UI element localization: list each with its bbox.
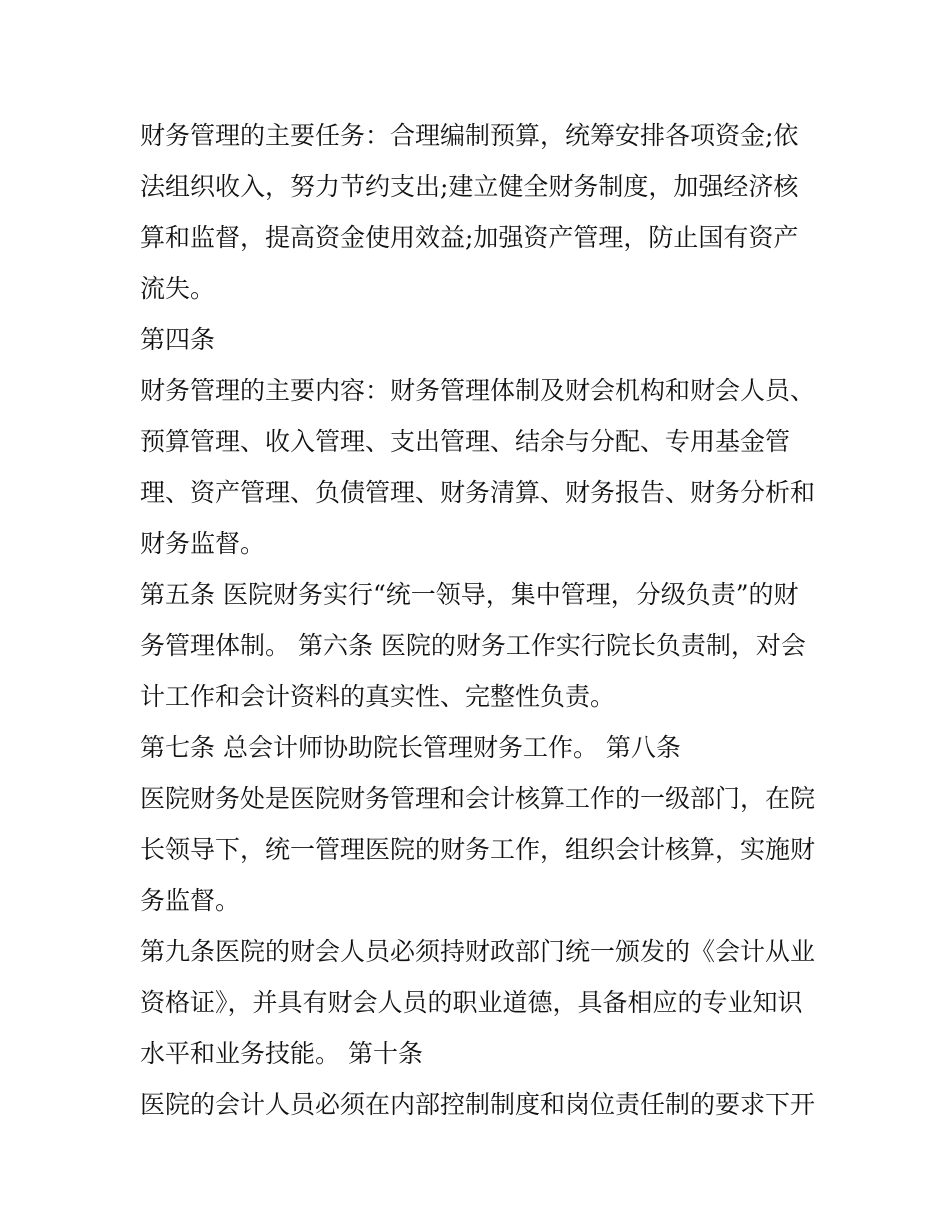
text-line: 算和监督，提高资金使用效益;加强资产管理，防止国有资产 xyxy=(140,223,799,252)
text-line: 财务管理的主要任务：合理编制预算，统筹安排各项资金;依 xyxy=(140,121,799,150)
text-line: 法组织收入，努力节约支出;建立健全财务制度，加强经济核 xyxy=(140,172,799,201)
text-line: 理、资产管理、负债管理、财务清算、财务报告、财务分析和 xyxy=(140,478,816,507)
text-line: 第七条 总会计师协助院长管理财务工作。 第八条 xyxy=(140,733,681,762)
text-line: 流失。 xyxy=(140,274,216,303)
text-line: 务监督。 xyxy=(140,886,241,915)
text-line: 医院的会计人员必须在内部控制制度和岗位责任制的要求下开 xyxy=(140,1090,816,1119)
text-line: 财务管理的主要内容：财务管理体制及财会机构和财会人员、 xyxy=(140,376,816,405)
text-line: 水平和业务技能。 第十条 xyxy=(140,1039,423,1068)
text-line: 预算管理、收入管理、支出管理、结余与分配、专用基金管 xyxy=(140,427,791,456)
text-line: 财务监督。 xyxy=(140,529,266,558)
document-body xyxy=(140,110,820,1130)
article-heading: 第四条 xyxy=(140,325,216,354)
text-line: 第五条 医院财务实行“统一领导，集中管理，分级负责”的财 xyxy=(140,580,799,609)
text-line: 第九条医院的财会人员必须持财政部门统一颁发的《会计从业 xyxy=(140,937,816,966)
text-line: 长领导下，统一管理医院的财务工作，组织会计核算，实施财 xyxy=(140,835,816,864)
text-line: 计工作和会计资料的真实性、完整性负责。 xyxy=(140,682,616,711)
text-line: 资格证》，并具有财会人员的职业道德，具备相应的专业知识 xyxy=(140,988,803,1017)
text-line: 医院财务处是医院财务管理和会计核算工作的一级部门，在院 xyxy=(140,784,816,813)
text-line: 务管理体制。 第六条 医院的财务工作实行院长负责制，对会 xyxy=(140,631,806,660)
